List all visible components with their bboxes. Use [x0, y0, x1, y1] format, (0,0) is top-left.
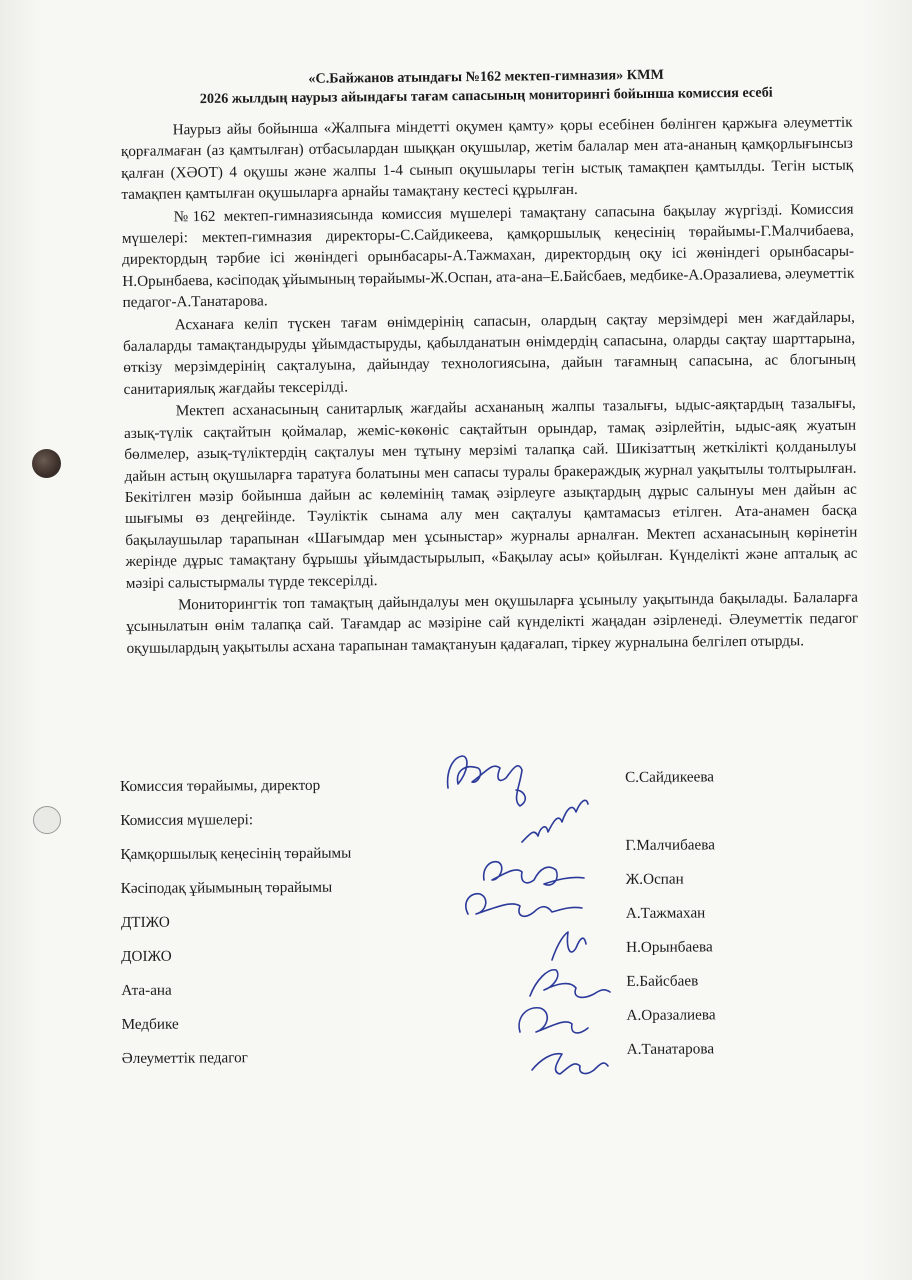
- paragraph: Асханаға келіп түскен тағам өнімдерінің сапасын, олардың сақтау мерзімдері мен жағдайлары, балаларды тамақтандыруды ұйымдастыруды, қабылданатын өнімдердің сапасына, оларды сақтау шарттарына, өткізу мерзімдерінің сақталуына, дайындау технологиясына, дайын тағамның сапасына, ас блогының санитариялық жағдайы тексерілді.: [123, 308, 856, 398]
- report-title-line-1: «С.Байжанов атындағы №162 мектеп-гимназия» КММ: [308, 66, 664, 87]
- signature-role: Қамқоршылық кеңесінің төрайымы: [120, 844, 352, 863]
- signature-name: Г.Малчибаева: [625, 836, 716, 854]
- signature-role: Комиссия мүшелері:: [120, 811, 254, 829]
- signature-name: Ж.Оспан: [625, 870, 684, 888]
- signature-role: Ата-ана: [121, 981, 172, 999]
- paragraph: Мониторингтік топ тамақтың дайындалуы мен оқушыларға ұсынылу уақытында бақылады. Балаларға ұсынылатын өнім талапқа сай. Тағамдар ас мәзіріне сай күнделікті жаңадан әзірленеді. Әлеуметтік педагог оқушылардың уақытылы асхана тарапынан тамақтануын қадағалап, тіркеу журналына белгілеп отырды.: [126, 588, 859, 657]
- signature-row: [120, 836, 760, 874]
- signature-role: Комиссия төрайымы, директор: [120, 776, 321, 795]
- signature-row: [120, 768, 760, 806]
- signature-name: А.Оразалиева: [626, 1006, 716, 1024]
- signature-name: Н.Орынбаева: [626, 938, 713, 956]
- signature-name: А.Танатарова: [626, 1040, 715, 1058]
- signature-role: Кәсіподақ ұйымының төрайымы: [120, 878, 333, 897]
- punch-hole: [32, 449, 61, 478]
- signature-row: [121, 938, 761, 976]
- signature-table: [120, 768, 762, 1078]
- signature-role: ДТІЖО: [120, 913, 170, 931]
- paragraph: №162 мектеп-гимназиясында комиссия мүшелері тамақтану сапасына бақылау жүргізді. Комиссия мүшелері: мектеп-гимназия директоры-С.Сайдикеева, қамқоршылық кеңесінің төрайымы-Г.Малчибаева, директордың тәрбие ісі жөніндегі орынбасары-А.Тажмахан, директордың оқу ісі жөніндегі орынбасары-Н.Орынбаева, кәсіподақ ұйымының төрайымы-Ж.Оспан, ата-ана–Е.Байсбаев, медбике-А.Оразалиева, әлеуметтік педагог-А.Танатарова.: [121, 200, 855, 312]
- signature-role: Әлеуметтік педагог: [121, 1049, 248, 1067]
- signature-name: А.Тажмахан: [625, 904, 706, 922]
- signature-row: [121, 1006, 761, 1044]
- report-body: [120, 64, 859, 660]
- signature-role: ДОІЖО: [121, 947, 172, 965]
- signature-name: Е.Байсбаев: [626, 972, 699, 990]
- signature-row: [121, 870, 761, 908]
- report-title-line-2: 2026 жылдың наурыз айындағы тағам сапасының мониторингі бойынша комиссия есебі: [199, 84, 773, 108]
- punch-hole-outline: [33, 806, 61, 834]
- signature-name: С.Сайдикеева: [624, 768, 715, 786]
- signature-row: [121, 904, 761, 942]
- signature-row: [121, 972, 761, 1010]
- signature-row: [122, 1040, 762, 1078]
- paragraph: Наурыз айы бойынша «Жалпыға міндетті оқумен қамту» қоры есебінен бөлінген қаржыға әлеуметтік қорғалмаған (аз қамтылған) отбасылардан шыққан оқушылар, жетім балалар мен ата-ананың қамқорлығынсыз қалған (ХӘОТ) 4 оқушы және жалпы 1-4 сынып оқушылары тегін ыстық тамақпен қамтылды. Тегін ыстық тамақпен қамтылған оқушыларға арнайы тамақтану кестесі құрылған.: [120, 113, 854, 204]
- report-text: [121, 112, 859, 659]
- paragraph: Мектеп асханасының санитарлық жағдайы асхананың жалпы тазалығы, ыдыс-аяқтардың тазалығы, азық-түлік сақтайтын қоймалар, жеміс-көкөніс сақтайтын орындар, тамақ әзірлейтін, ыдыс-аяқ жуатын бөлмелер, азық-түліктердің сақталуы мен тұтыну мерзімі талапқа сай. Шикізаттың жеткілікті қолданылуы дайын астың оқушыларға таратуға болатыны мен сапасы туралы бракераждық журнал уақытылы толтырылған. Бекітілген мәзір бойынша дайын ас көлемінің тамақ әзірлеуге азықтардың дұрыс салынуы мен дайын ас шығымы өз деңгейінде. Тәуліктік сынама алу мен сақталуы қамтамасыз етілген. Ата-анамен басқа бақылаушылар тарапынан «Шағымдар мен ұсыныстар» журналы арналған. Мектеп асханасының көрінетін жерінде дұрыс тамақтану бұрышы ұйымдастырылып, «Бақылау асы» қойылған. Күнделікті және апталық ас мәзірі салыстырмалы түрде тексерілді.: [124, 394, 858, 592]
- signature-role: Медбике: [121, 1015, 179, 1033]
- signature-row: [120, 802, 760, 840]
